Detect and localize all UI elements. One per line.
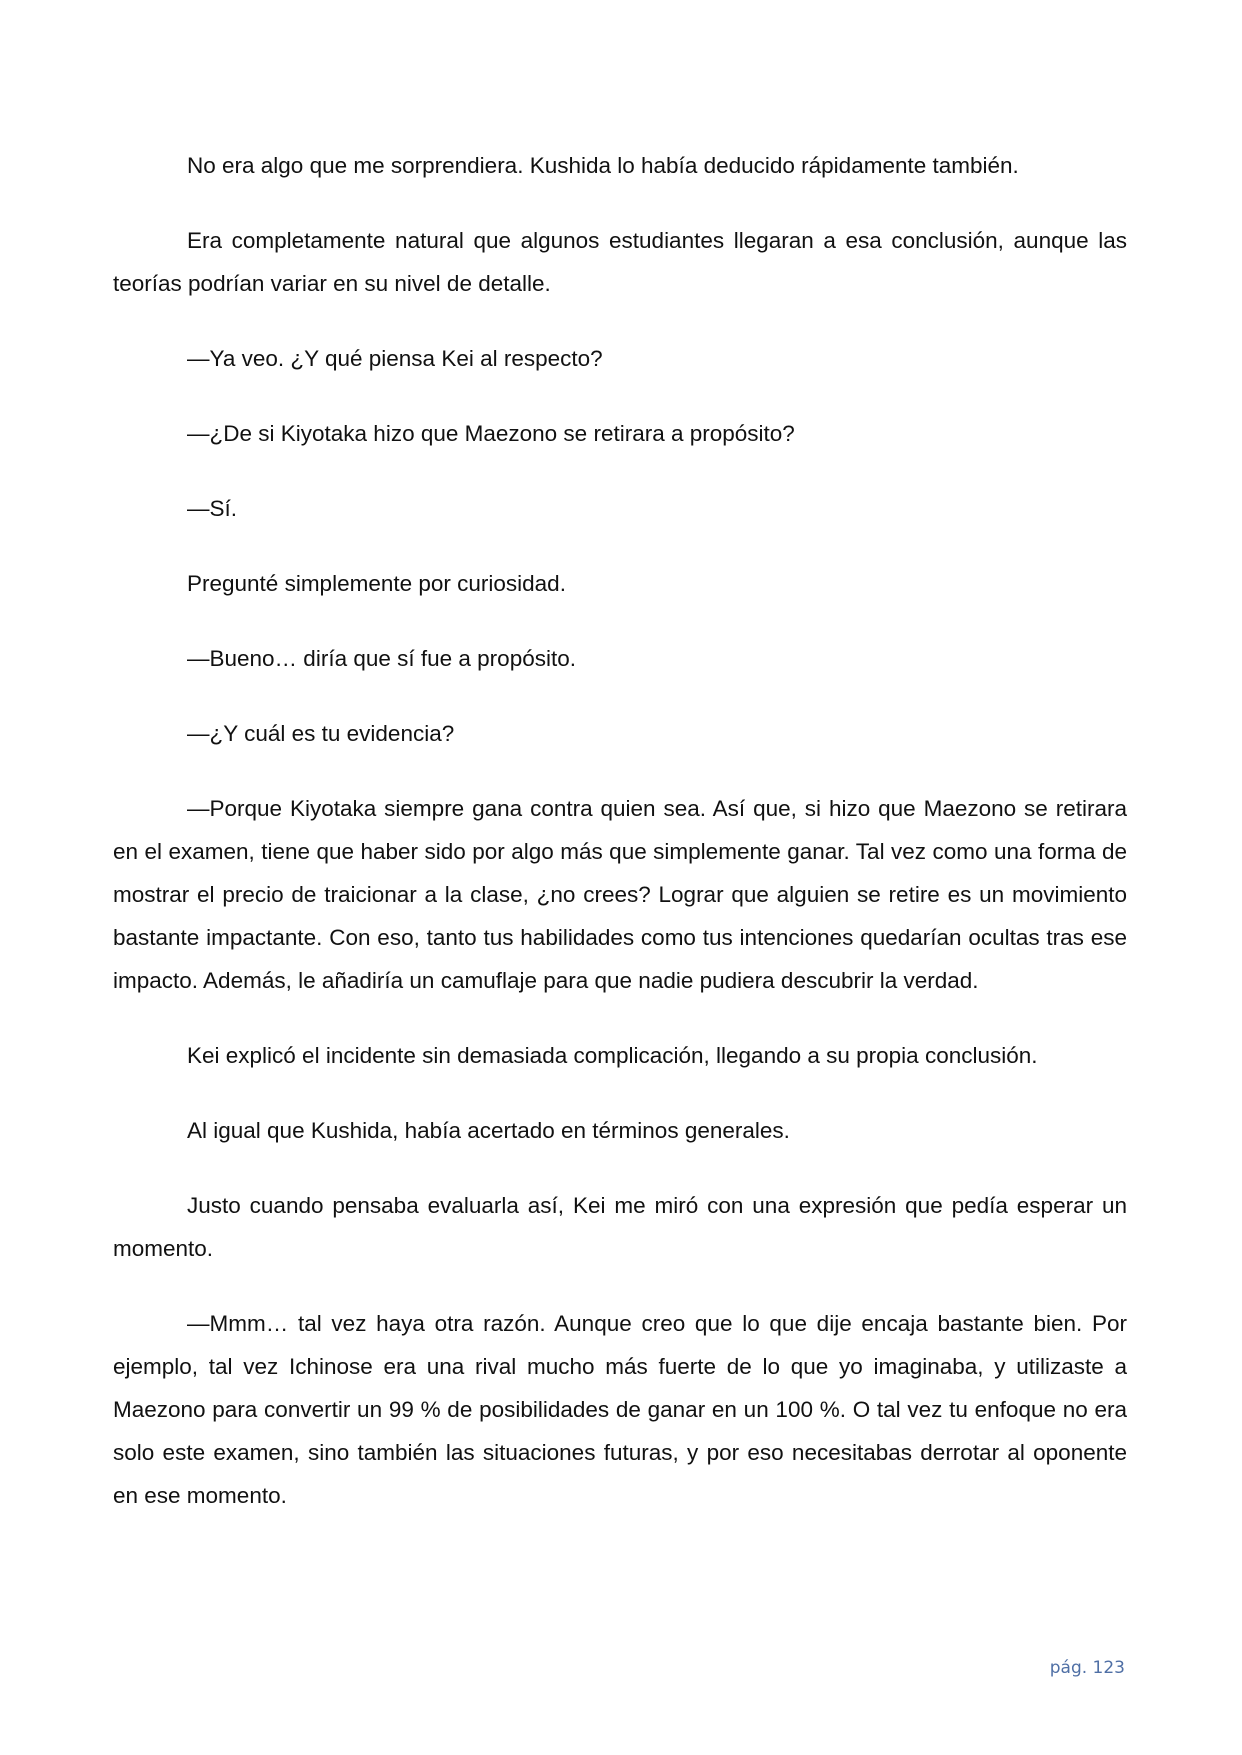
paragraph: Pregunté simplemente por curiosidad. — [187, 571, 566, 596]
paragraph: —Sí. — [187, 496, 238, 521]
paragraph: —Mmm… tal vez haya otra razón. Aunque creo que lo que dije encaja bastante bien. Por ejemplo, tal vez Ichinose era una rival mucho más fuerte de lo que yo imaginaba, y utilizaste a Maezono para convertir un 99 % de posibilidades de ganar en un 100 %. O tal vez tu enfoque no era solo este examen, sino también las situaciones futuras, y por eso necesitabas derrotar al oponente en ese momento. — [113, 1311, 1127, 1508]
paragraph: —Bueno… diría que sí fue a propósito. — [187, 646, 576, 671]
paragraph: —Porque Kiyotaka siempre gana contra quien sea. Así que, si hizo que Maezono se retirara en el examen, tiene que haber sido por algo más que simplemente ganar. Tal vez como una forma de mostrar el precio de traicionar a la clase, ¿no crees? Lograr que alguien se retire es un movimiento bastante impactante. Con eso, tanto tus habilidades como tus intenciones quedarían ocultas tras ese impacto. Además, le añadiría un camuflaje para que nadie pudiera descubrir la verdad. — [113, 796, 1127, 993]
paragraph: —¿Y cuál es tu evidencia? — [187, 721, 455, 746]
paragraph: Kei explicó el incidente sin demasiada complicación, llegando a su propia conclusión. — [187, 1043, 1038, 1068]
page-number: pág. 123 — [1049, 1658, 1125, 1678]
paragraph: No era algo que me sorprendiera. Kushida lo había deducido rápidamente también. — [187, 153, 1019, 178]
paragraph: —¿De si Kiyotaka hizo que Maezono se retirara a propósito? — [187, 421, 795, 446]
page-body — [113, 144, 1127, 1549]
paragraph: Al igual que Kushida, había acertado en términos generales. — [187, 1118, 790, 1143]
paragraph: —Ya veo. ¿Y qué piensa Kei al respecto? — [187, 346, 603, 371]
paragraph: Justo cuando pensaba evaluarla así, Kei me miró con una expresión que pedía esperar un momento. — [113, 1193, 1127, 1261]
paragraph: Era completamente natural que algunos estudiantes llegaran a esa conclusión, aunque las teorías podrían variar en su nivel de detalle. — [113, 228, 1127, 296]
